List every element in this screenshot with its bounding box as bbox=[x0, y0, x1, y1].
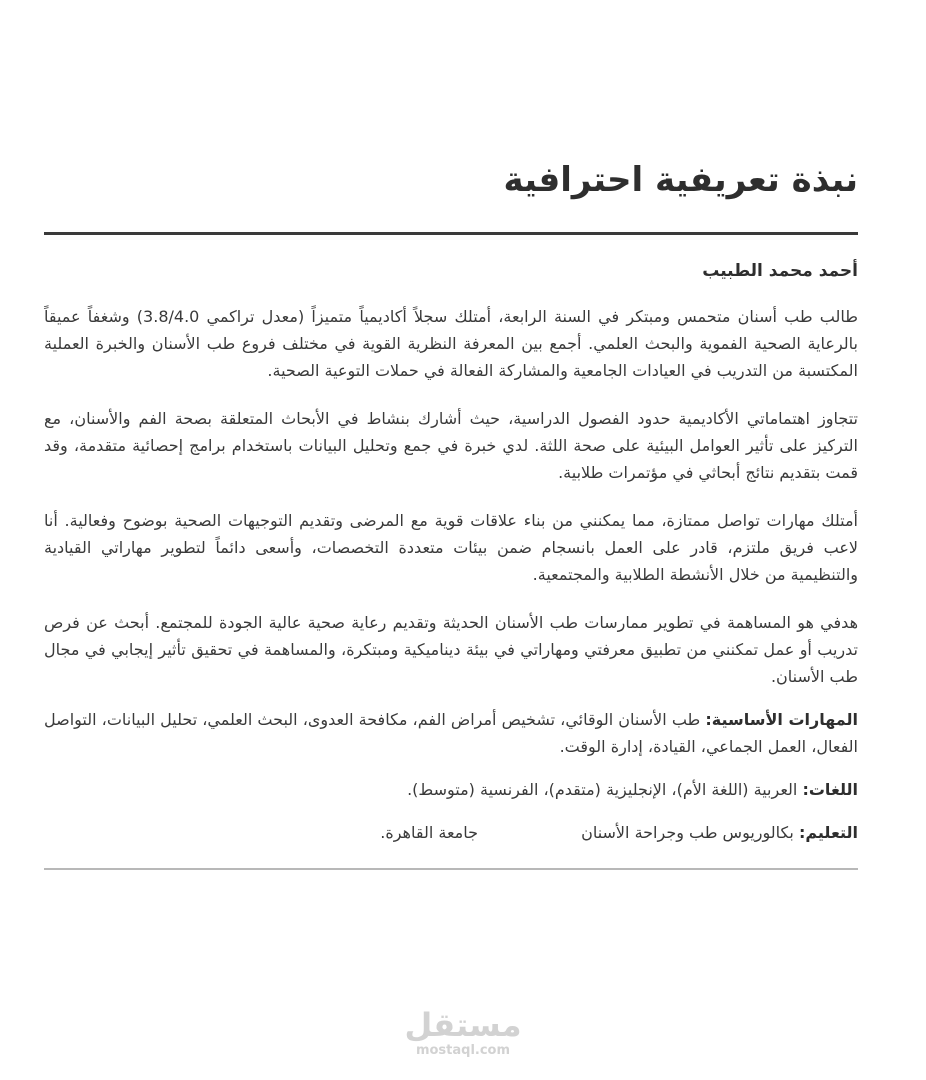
summary-paragraph-4: هدفي هو المساهمة في تطوير ممارسات طب الأسنان الحديثة وتقديم رعاية صحية عالية الجودة للمجتمع. أبحث عن فرص تدريب أو عمل تمكنني من تطبيق معرفتي ومهاراتي في بيئة ديناميكية ومبتكرة، والمساهمة في تحقيق تأثير إيجابي في مجال طب الأسنان. bbox=[44, 613, 858, 686]
education-degree-cell bbox=[478, 819, 858, 846]
profile-document bbox=[44, 150, 858, 870]
education-line bbox=[44, 819, 858, 846]
languages-text: العربية (اللغة الأم)، الإنجليزية (متقدم)، الفرنسية (متوسط). bbox=[407, 780, 798, 799]
watermark-latin: mostaql.com bbox=[415, 1043, 511, 1058]
title-divider bbox=[44, 232, 858, 235]
watermark-arabic: مستقل bbox=[404, 1006, 522, 1044]
skills-label: المهارات الأساسية: bbox=[705, 710, 858, 729]
skills-text: طب الأسنان الوقائي، تشخيص أمراض الفم، مكافحة العدوى، البحث العلمي، تحليل البيانات، التواصل الفعال، العمل الجماعي، القيادة، إدارة الوقت. bbox=[44, 710, 858, 756]
summary-paragraph-1: طالب طب أسنان متحمس ومبتكر في السنة الرابعة، أمتلك سجلاً أكاديمياً متميزاً (معدل تراكمي 3.8/4.0) وشغفاً عميقاً بالرعاية الصحية الفموية والبحث العلمي. أجمع بين المعرفة النظرية القوية في مختلف فروع طب الأسنان والخبرة العملية المكتسبة من التدريب في العيادات الجامعية والمشاركة الفعالة في حملات التوعية الصحية. bbox=[44, 307, 859, 380]
languages-line bbox=[44, 776, 858, 803]
mostaql-watermark bbox=[400, 1006, 526, 1058]
bottom-divider bbox=[44, 868, 858, 870]
education-university: جامعة القاهرة. bbox=[380, 823, 478, 842]
person-name: أحمد محمد الطبيب bbox=[702, 261, 858, 281]
page-title: نبذة تعريفية احترافية bbox=[503, 160, 858, 200]
education-degree: بكالوريوس طب وجراحة الأسنان bbox=[581, 823, 794, 842]
languages-label: اللغات: bbox=[802, 780, 858, 799]
education-label: التعليم: bbox=[798, 823, 858, 842]
summary-paragraph-3: أمتلك مهارات تواصل ممتازة، مما يمكنني من بناء علاقات قوية مع المرضى وتقديم التوجيهات الصحية بوضوح وفعالية. أنا لاعب فريق ملتزم، قادر على العمل بانسجام ضمن بيئات متعددة التخصصات، وأسعى دائماً لتطوير مهاراتي القيادية والتنظيمية من خلال الأنشطة الطلابية والمجتمعية. bbox=[44, 511, 858, 584]
skills-line bbox=[44, 706, 858, 760]
summary-paragraph-2: تتجاوز اهتماماتي الأكاديمية حدود الفصول الدراسية، حيث أشارك بنشاط في الأبحاث المتعلقة بصحة الفم والأسنان، مع التركيز على تأثير العوامل البيئية على صحة اللثة. لدي خبرة في جمع وتحليل البيانات باستخدام برامج إحصائية متقدمة، وقد قمت بتقديم نتائج أبحاثي في مؤتمرات طلابية. bbox=[44, 409, 858, 482]
